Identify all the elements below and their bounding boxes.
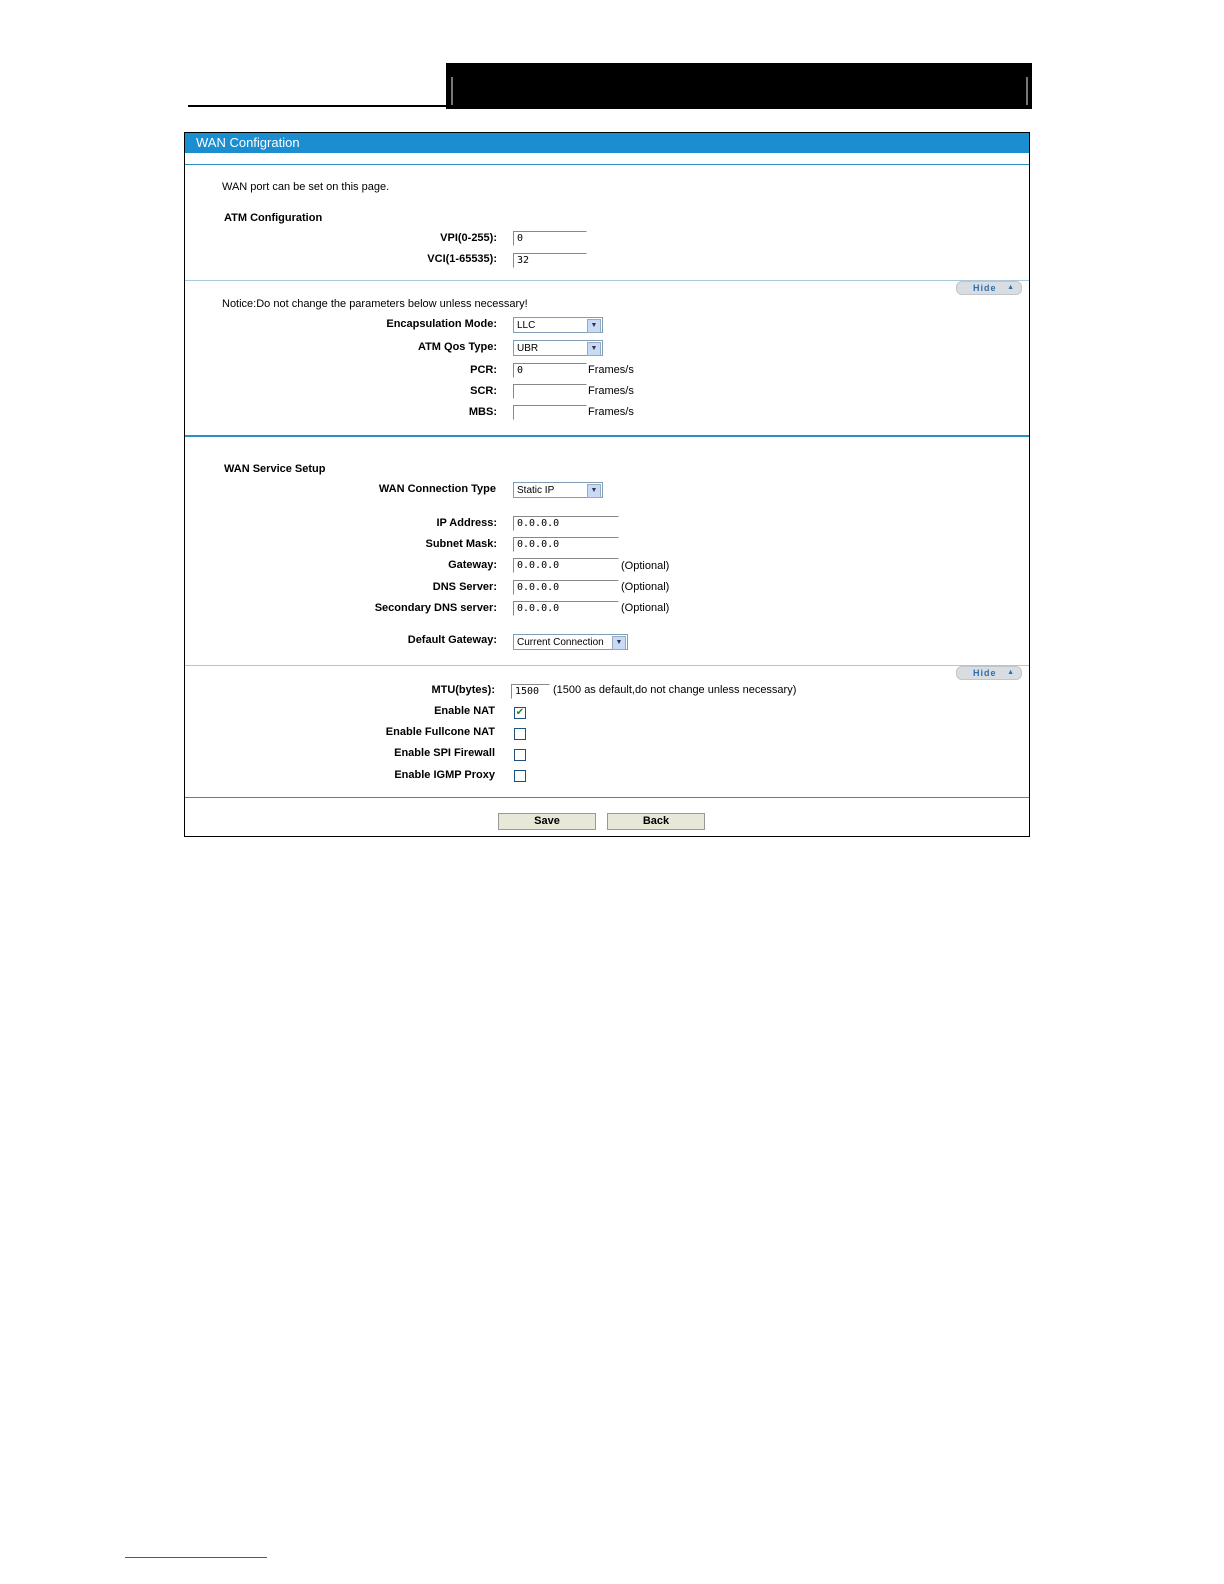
qos-select[interactable] <box>513 340 603 356</box>
encap-select-value: LLC <box>517 320 536 331</box>
service-heading: WAN Service Setup <box>224 463 326 475</box>
nat-checkbox[interactable] <box>514 707 526 719</box>
vpi-label: VPI(0-255): <box>440 232 497 244</box>
mtu-label: MTU(bytes): <box>431 684 495 696</box>
gateway-input[interactable]: 0.0.0.0 <box>513 558 619 573</box>
header-bar <box>446 63 1032 109</box>
chevron-down-icon: ▼ <box>587 342 601 356</box>
vci-label: VCI(1-65535): <box>427 253 497 265</box>
encap-label: Encapsulation Mode: <box>386 318 497 330</box>
igmp-checkbox[interactable] <box>514 770 526 782</box>
dns2-optional: (Optional) <box>621 602 670 614</box>
fullcone-label: Enable Fullcone NAT <box>385 726 495 738</box>
dns-label: DNS Server: <box>432 581 497 593</box>
default-gw-select[interactable] <box>513 634 628 650</box>
dns-optional: (Optional) <box>621 581 670 593</box>
pcr-label: PCR: <box>470 364 497 376</box>
scr-unit: Frames/s <box>588 385 634 397</box>
vci-input[interactable]: 32 <box>513 253 587 268</box>
chevron-down-icon: ▼ <box>612 636 626 650</box>
chevron-up-icon: ▲ <box>1007 284 1015 291</box>
mbs-label: MBS: <box>468 406 497 418</box>
mbs-unit: Frames/s <box>588 406 634 418</box>
conn-type-select[interactable] <box>513 482 603 498</box>
header-bar-tick <box>451 77 453 105</box>
conn-type-select-value: Static IP <box>517 485 555 496</box>
save-button[interactable]: Save <box>498 813 596 830</box>
ip-input[interactable]: 0.0.0.0 <box>513 516 619 531</box>
divider <box>185 164 1029 165</box>
divider <box>185 280 1029 281</box>
header-rule <box>188 105 448 107</box>
check-icon: ✔ <box>515 707 525 718</box>
scr-input[interactable] <box>513 384 587 399</box>
chevron-up-icon: ▲ <box>1007 669 1015 676</box>
spi-checkbox[interactable] <box>514 749 526 761</box>
mbs-input[interactable] <box>513 405 587 420</box>
scr-label: SCR: <box>470 385 497 397</box>
hide-advanced-button[interactable] <box>956 281 1022 295</box>
mask-label: Subnet Mask: <box>425 538 497 550</box>
dns2-input[interactable]: 0.0.0.0 <box>513 601 619 616</box>
hide-extra-button[interactable] <box>956 666 1022 680</box>
fullcone-checkbox[interactable] <box>514 728 526 740</box>
qos-select-value: UBR <box>517 343 539 354</box>
gateway-label: Gateway: <box>448 559 497 571</box>
conn-type-label: WAN Connection Type <box>378 483 496 495</box>
dns2-label: Secondary DNS server: <box>374 602 497 614</box>
mtu-note: (1500 as default,do not change unless necessary) <box>553 684 797 696</box>
igmp-label: Enable IGMP Proxy <box>394 769 495 781</box>
ip-label: IP Address: <box>436 517 497 529</box>
pcr-input[interactable]: 0 <box>513 363 587 378</box>
divider <box>185 435 1029 437</box>
wan-config-panel <box>184 132 1030 837</box>
mtu-input[interactable]: 1500 <box>511 684 550 699</box>
hide-label: Hide <box>973 283 997 293</box>
default-gw-label: Default Gateway: <box>407 634 497 646</box>
vpi-input[interactable]: 0 <box>513 231 587 246</box>
gateway-optional: (Optional) <box>621 560 670 572</box>
atm-heading: ATM Configuration <box>224 212 323 224</box>
qos-label: ATM Qos Type: <box>417 341 497 353</box>
footer-rule <box>125 1557 267 1558</box>
notice-text: Notice:Do not change the parameters below unless necessary! <box>222 298 528 310</box>
dns-input[interactable]: 0.0.0.0 <box>513 580 619 595</box>
intro-text: WAN port can be set on this page. <box>222 181 390 193</box>
default-gw-select-value: Current Connection <box>517 637 604 648</box>
encap-select[interactable] <box>513 317 603 333</box>
back-button[interactable]: Back <box>607 813 705 830</box>
hide-label: Hide <box>973 668 997 678</box>
divider <box>185 797 1029 798</box>
chevron-down-icon: ▼ <box>587 319 601 333</box>
header-bar-tick <box>1026 77 1028 105</box>
chevron-down-icon: ▼ <box>587 484 601 498</box>
divider <box>185 665 1029 666</box>
panel-title-bar <box>185 133 1029 153</box>
panel-title: WAN Configration <box>196 135 300 150</box>
spi-label: Enable SPI Firewall <box>394 747 495 759</box>
mask-input[interactable]: 0.0.0.0 <box>513 537 619 552</box>
pcr-unit: Frames/s <box>588 364 634 376</box>
nat-label: Enable NAT <box>434 705 495 717</box>
